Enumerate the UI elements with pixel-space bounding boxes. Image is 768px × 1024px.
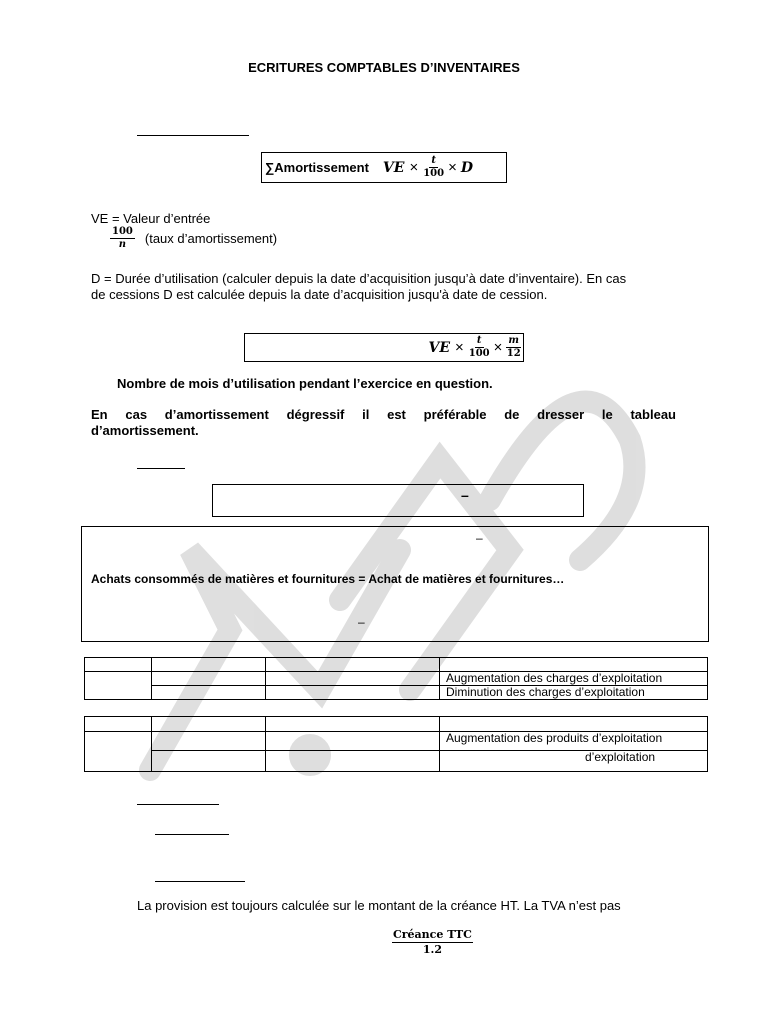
fraction-denominator: 100 (423, 168, 445, 179)
charges-variation-table (84, 657, 708, 700)
fraction-denominator: 1.2 (422, 943, 443, 956)
minus-sign: – (358, 615, 365, 629)
fraction-denominator: n (118, 239, 127, 250)
fraction-numerator: 100 (112, 226, 133, 237)
table-cell: Augmentation des produits d’exploitation (440, 732, 708, 751)
table-row (85, 672, 708, 686)
fraction-numerator: Créance TTC (393, 928, 472, 941)
amortization-formula-box (261, 152, 507, 183)
minus-sign: – (461, 487, 469, 503)
minus-sign: – (476, 531, 483, 545)
formula-d: D (460, 159, 473, 176)
section-heading-underline (137, 135, 249, 136)
t-over-100-fraction (423, 155, 444, 180)
table-cell: Augmentation des charges d’exploitation (440, 672, 708, 686)
formula-ve: VE (382, 159, 405, 176)
section-heading-underline (137, 468, 185, 469)
duration-definition-line1: D = Durée d’utilisation (calculer depuis la date d’acquisition jusqu’à date d’inventaire). En cas (91, 271, 627, 286)
prorata-formula-box (244, 333, 524, 362)
t-over-100-fraction (469, 335, 490, 360)
times-sign: × (409, 159, 419, 176)
fraction-denominator: 12 (506, 348, 521, 359)
ve-definition: VE = Valeur d’entrée (91, 211, 211, 226)
consumed-purchases-box (81, 526, 709, 642)
table-row (85, 717, 708, 732)
provision-note: La provision est toujours calculée sur le montant de la créance HT. La TVA n’est pas (137, 898, 621, 913)
formula-label: ∑Amortissement (265, 160, 369, 175)
fraction-numerator: m (508, 335, 519, 346)
months-note: Nombre de mois d’utilisation pendant l’exercice en question. (117, 376, 493, 391)
table-cell: Diminution des charges d’exploitation (440, 686, 708, 700)
degressive-note-line1 (91, 407, 676, 422)
fraction-denominator: 100 (468, 348, 490, 359)
m-over-12-fraction (506, 335, 521, 360)
consumed-purchases-formula: Achats consommés de matières et fournitures = Achat de matières et fournitures… (91, 572, 565, 586)
rate-definition (110, 226, 277, 251)
fraction-numerator: t (476, 335, 482, 346)
formula-ve: VE (428, 339, 450, 356)
degressive-note-line2: d’amortissement. (91, 423, 199, 438)
page-title: ECRITURES COMPTABLES D’INVENTAIRES (248, 60, 520, 75)
rate-fraction (110, 226, 135, 251)
degressive-note-text: En cas d’amortissement dégressif il est préférable de dresser le tableau (91, 407, 676, 422)
table-cell: d’exploitation (440, 751, 708, 772)
times-sign: × (455, 339, 464, 356)
products-variation-table (84, 716, 708, 772)
ht-fraction (392, 928, 473, 957)
times-sign: × (493, 339, 503, 356)
table-row (85, 751, 708, 772)
section-heading-underline (155, 834, 229, 835)
section-heading-underline (137, 804, 219, 805)
table-row (85, 686, 708, 700)
stock-variation-box (212, 484, 584, 517)
fraction-numerator: t (431, 155, 436, 166)
duration-definition-line2: de cessions D est calculée depuis la date d’acquisition jusqu'à date de cession. (91, 287, 548, 302)
section-heading-underline (155, 881, 245, 882)
table-row (85, 732, 708, 751)
times-sign: × (448, 159, 457, 176)
rate-text: (taux d’amortissement) (144, 231, 278, 246)
table-row (85, 658, 708, 672)
